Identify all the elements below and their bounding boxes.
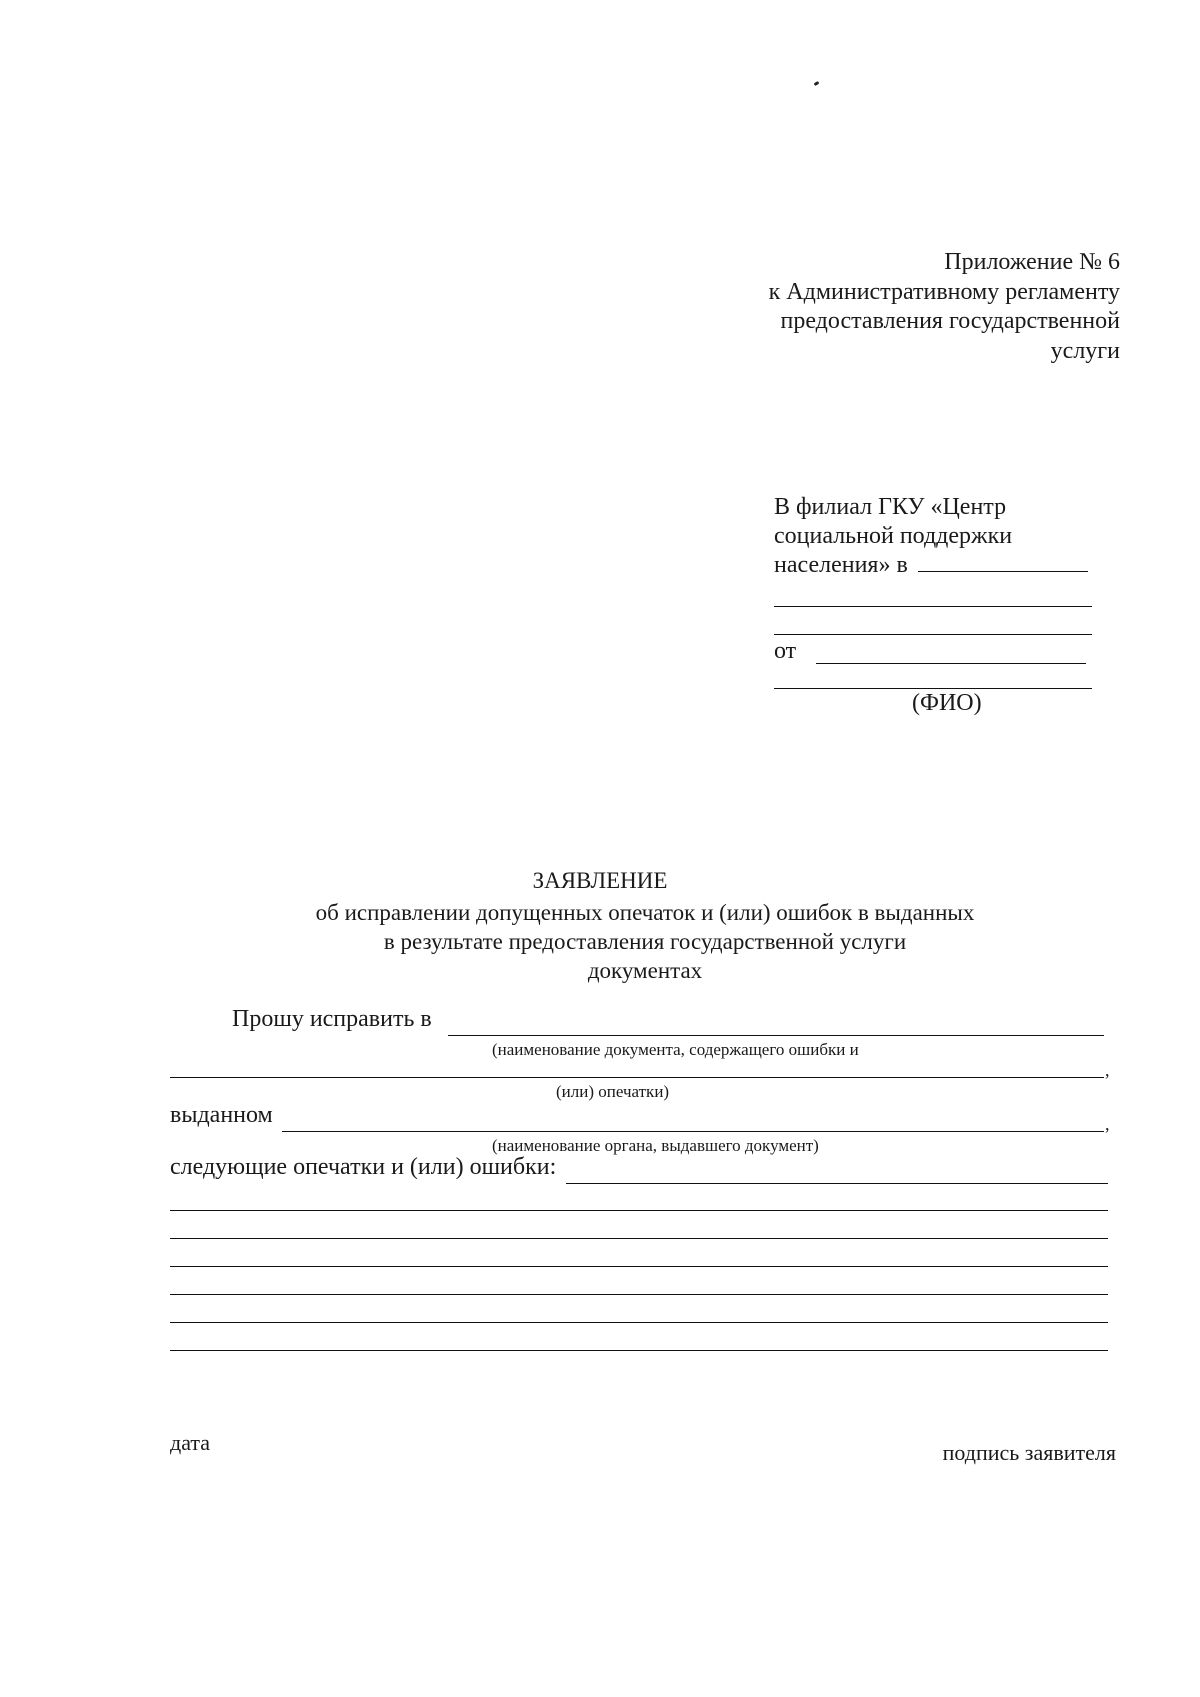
branch-name-field[interactable]: [918, 551, 1088, 572]
document-name-field-line-2[interactable]: [170, 1077, 1104, 1078]
appendix-header: [700, 248, 1120, 366]
addressee-line-3: [774, 551, 1094, 580]
errors-field-line-5[interactable]: [170, 1294, 1108, 1295]
signature-label: подпись заявителя: [942, 1440, 1116, 1465]
appendix-line: услуги: [1050, 337, 1120, 364]
document-title: ЗАЯВЛЕНИЕ: [532, 868, 668, 893]
scan-speck: [814, 81, 820, 86]
comma-1: ,: [1105, 1060, 1110, 1080]
fio-caption: (ФИО): [912, 690, 982, 716]
errors-field-line-2[interactable]: [170, 1210, 1108, 1211]
subtitle-line-2: в результате предоставления государственной услуги: [383, 929, 907, 954]
document-name-field[interactable]: [448, 1035, 1104, 1036]
issued-label: выданном: [170, 1102, 273, 1128]
errors-field-line-7[interactable]: [170, 1350, 1108, 1351]
document-name-caption-2: (или) опечатки): [556, 1082, 670, 1101]
comma-2: ,: [1105, 1114, 1110, 1134]
request-label: Прошу исправить в: [232, 1006, 432, 1032]
subtitle-line-3: документах: [587, 958, 703, 983]
appendix-line: Приложение № 6: [944, 249, 1120, 275]
appendix-line: к Административному регламенту: [768, 278, 1120, 305]
addressee-block: [774, 493, 1094, 580]
document-name-caption: (наименование документа, содержащего ошибки и: [492, 1040, 859, 1059]
from-label: от: [774, 638, 797, 664]
date-label: дата: [170, 1430, 211, 1455]
addressee-line-2: социальной поддержки: [774, 523, 1013, 549]
issuer-field[interactable]: [282, 1131, 1104, 1132]
applicant-name-field[interactable]: [816, 663, 1086, 664]
addressee-line-3-label: населения» в: [774, 552, 908, 578]
subtitle-line-1: об исправлении допущенных опечаток и (или) ошибок в выданных: [315, 900, 975, 925]
issuer-caption: (наименование органа, выдавшего документ): [492, 1136, 819, 1155]
errors-field-line-4[interactable]: [170, 1266, 1108, 1267]
errors-label: следующие опечатки и (или) ошибки:: [170, 1154, 557, 1180]
errors-field[interactable]: [566, 1183, 1108, 1184]
branch-name-field-line-2[interactable]: [774, 606, 1092, 607]
appendix-line: предоставления государственной: [780, 308, 1120, 334]
branch-name-field-line-3[interactable]: [774, 634, 1092, 635]
addressee-line-1: В филиал ГКУ «Центр: [774, 494, 1007, 520]
errors-field-line-6[interactable]: [170, 1322, 1108, 1323]
errors-field-line-3[interactable]: [170, 1238, 1108, 1239]
document-subtitle: [260, 898, 1030, 985]
applicant-name-field-line-2[interactable]: [774, 688, 1092, 689]
